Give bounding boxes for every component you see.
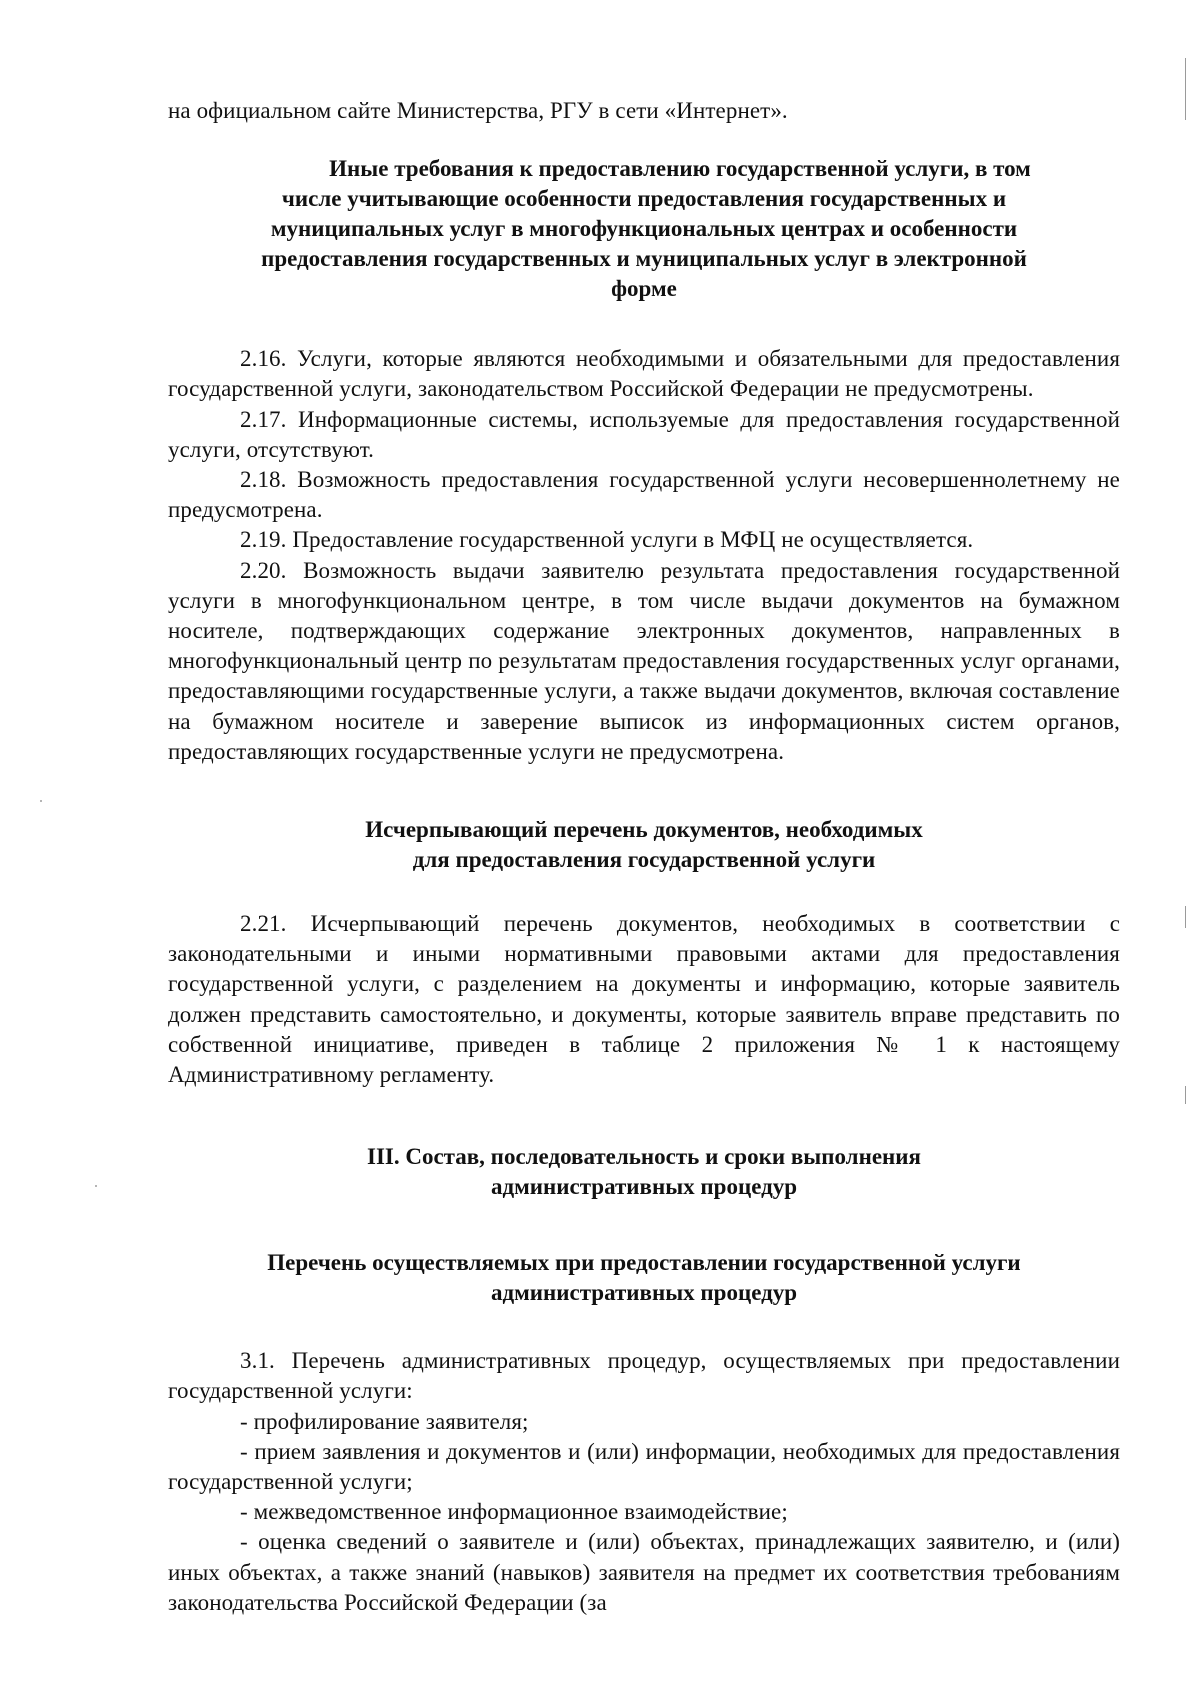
scan-speck: [40, 800, 42, 802]
heading-line: предоставления государственных и муниципальных услуг в электронной: [261, 246, 1027, 272]
heading-line: Иные требования к предоставлению государственной услуги, в том: [329, 156, 1031, 182]
heading-line: для предоставления государственной услуги: [412, 847, 876, 873]
scan-margin-mark: [1185, 1086, 1186, 1104]
paragraph-2-20: 2.20. Возможность выдачи заявителю результата предоставления государственной услуги в многофункциональном центре, в том числе выдачи документов на бумажном носителе, подтверждающих содержание электронных документов, направленных в многофункциональный центр по результатам предоставления государственных услуг органами, предоставляющими государственные услуги, а также выдачи документов, включая составление на бумажном носителе и заверение выписок из информационных систем органов, предоставляющих государственные услуги не предусмотрена.: [168, 557, 1120, 764]
heading-line: Перечень осуществляемых при предоставлении государственной услуги: [267, 1250, 1021, 1276]
heading-line: административных процедур: [490, 1174, 798, 1200]
list-item: - прием заявления и документов и (или) информации, необходимых для предоставления государственной услуги;: [168, 1438, 1120, 1495]
heading-line: административных процедур: [490, 1280, 798, 1306]
heading-other-requirements: [168, 154, 1120, 304]
scan-margin-mark: [1185, 58, 1186, 120]
heading-documents: [168, 815, 1120, 875]
scan-speck: [95, 1185, 97, 1187]
heading-line: Исчерпывающий перечень документов, необходимых: [365, 817, 923, 843]
heading-line: числе учитывающие особенности предоставления государственных и: [281, 186, 1007, 212]
heading-line: муниципальных услуг в многофункциональных центрах и особенности: [270, 216, 1018, 242]
paragraph-2-19: 2.19. Предоставление государственной услуги в МФЦ не осуществляется.: [240, 527, 974, 553]
paragraph-3-1: 3.1. Перечень административных процедур, осуществляемых при предоставлении государственной услуги:: [168, 1348, 1120, 1404]
heading-line: форме: [611, 276, 677, 302]
paragraph-2-17: 2.17. Информационные системы, используемые для предоставления государственной услуги, отсутствуют.: [168, 406, 1120, 462]
heading-section-3: [168, 1142, 1120, 1202]
intro-line: на официальном сайте Министерства, РГУ в сети «Интернет».: [168, 98, 788, 123]
scan-margin-mark: [1185, 906, 1186, 928]
list-item: - межведомственное информационное взаимодействие;: [240, 1499, 788, 1525]
list-item: - профилирование заявителя;: [240, 1408, 529, 1434]
paragraph-2-16: 2.16. Услуги, которые являются необходимыми и обязательными для предоставления государственной услуги, законодательством Российской Федерации не предусмотрены.: [168, 346, 1120, 402]
document-body: [168, 96, 1120, 1618]
paragraph-2-18: 2.18. Возможность предоставления государственной услуги несовершеннолетнему не предусмотрена.: [168, 467, 1120, 523]
paragraph-2-21: 2.21. Исчерпывающий перечень документов, необходимых в соответствии с законодательными и иными нормативными правовыми актами для предоставления государственной услуги, с разделением на документы и информацию, которые заявитель должен представить самостоятельно, и документы, которые заявитель вправе представить по собственной инициативе, приведен в таблице 2 приложения № 1 к настоящему Административному регламенту.: [168, 911, 1120, 1088]
list-item: - оценка сведений о заявителе и (или) объектах, принадлежащих заявителю, и (или) иных объектах, а также знаний (навыков) заявителя на предмет их соответствия требованиям законодательства Российской Федерации (за: [168, 1529, 1120, 1615]
heading-line: III. Состав, последовательность и сроки выполнения: [367, 1144, 921, 1170]
heading-procedures-list: [168, 1248, 1120, 1308]
